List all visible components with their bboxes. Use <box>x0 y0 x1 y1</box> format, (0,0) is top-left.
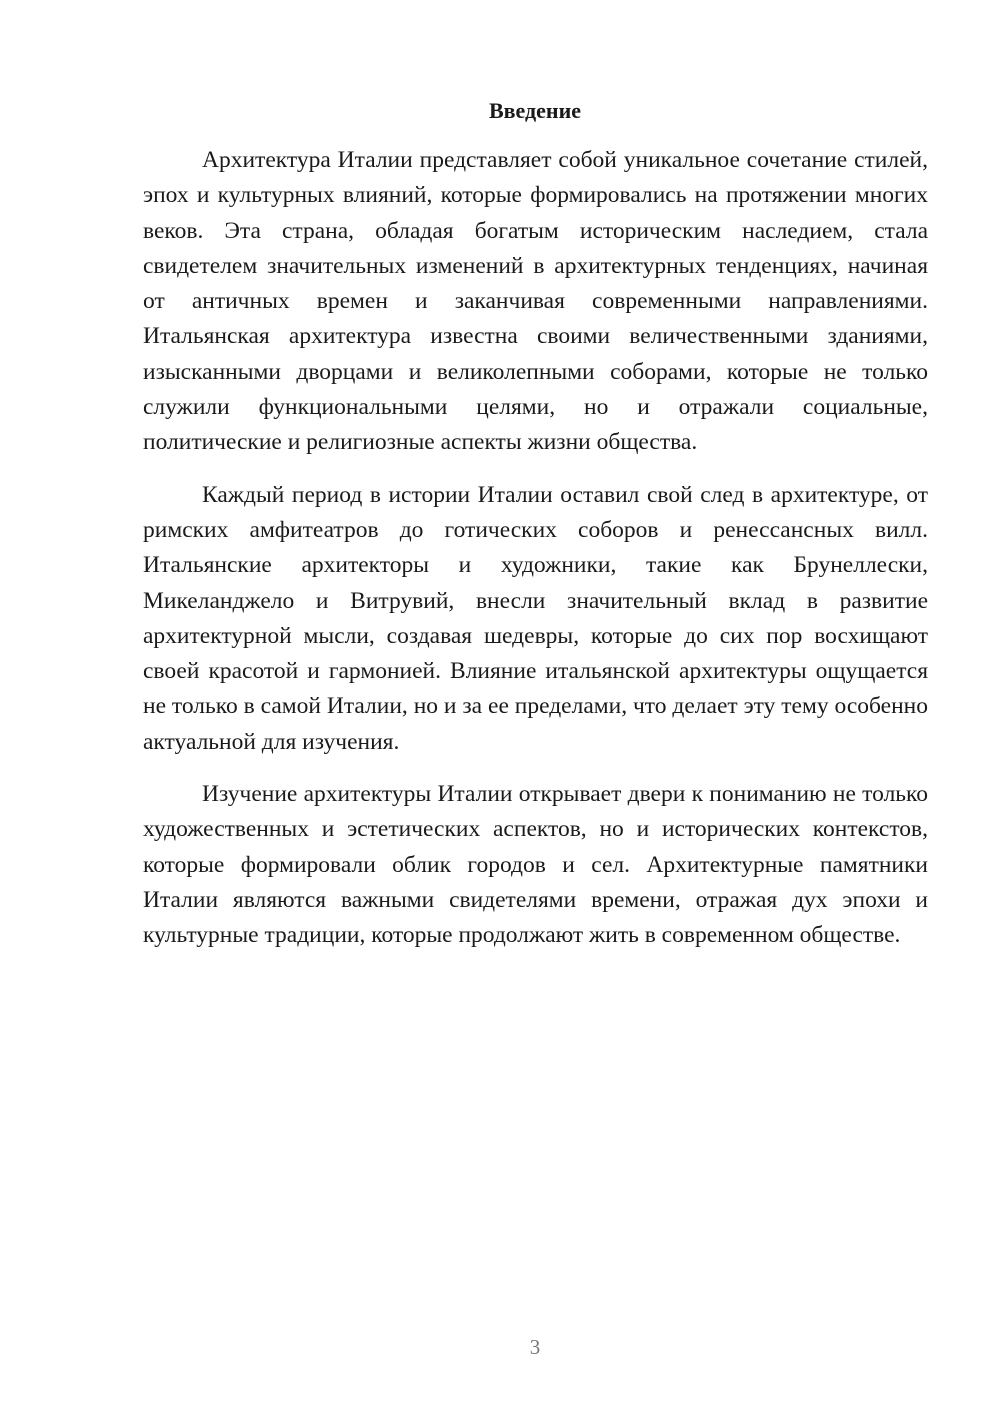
section-heading: Введение <box>488 98 582 123</box>
paragraph-3: Изучение архитектуры Италии открывает двери к пониманию не только художественных и эстетических аспектов, но и исторических контекстов, которые формировали облик городов и сел. Архитектурные памятники Италии являются важными свидетелями времени, отражая дух эпохи и культурные традиции, которые продолжают жить в современном обществе. <box>143 781 928 949</box>
paragraph-2: Каждый период в истории Италии оставил свой след в архитектуре, от римских амфитеатров до готических соборов и ренессансных вилл. Итальянские архитекторы и художники, такие как Брунеллески, Микеланджело и Витрувий, внесли значительный вклад в развитие архитектурной мысли, создавая шедевры, которые до сих пор восхищают своей красотой и гармонией. Влияние итальянской архитектуры ощущается не только в самой Италии, но и за ее пределами, что делает эту тему особенно актуальной для изучения. <box>143 481 928 755</box>
body-text <box>143 143 928 971</box>
paragraph-1: Архитектура Италии представляет собой уникальное сочетание стилей, эпох и культурных влияний, которые формировались на протяжении многих веков. Эта страна, обладая богатым историческим наследием, стала свидетелем значительных изменений в архитектурных тенденциях, начиная от античных времен и заканчивая современными направлениями. Итальянская архитектура известна своими величественными зданиями, изысканными дворцами и великолепными соборами, которые не только служили функциональными целями, но и отражали социальные, политические и религиозные аспекты жизни общества. <box>143 147 928 456</box>
page-number: 3 <box>529 1335 541 1359</box>
